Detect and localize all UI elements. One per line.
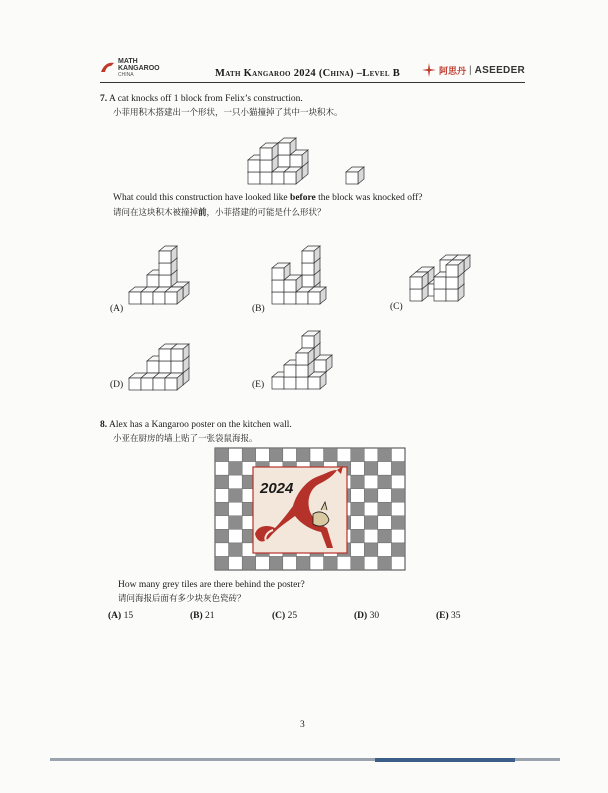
logo-text-china: CHINA xyxy=(118,72,134,78)
grey-tile xyxy=(364,543,378,557)
grey-tile xyxy=(391,543,405,557)
q8-question-en: How many grey tiles are there behind the poster? xyxy=(118,580,305,590)
grey-tile xyxy=(364,462,378,476)
cube-block xyxy=(284,167,302,184)
grey-tile xyxy=(351,448,365,462)
q8-answer-a[interactable] xyxy=(108,611,133,621)
q7-option-a-label[interactable]: (A) xyxy=(110,304,124,314)
aseeder-star-icon xyxy=(422,63,436,77)
knocked-off-block xyxy=(346,167,364,184)
q8-text-en xyxy=(100,419,292,431)
q8-answer-c-label: (C) xyxy=(272,611,286,621)
q7-option-c-figure[interactable] xyxy=(406,245,486,305)
aseeder-logo xyxy=(422,62,525,78)
q8-answer-c-value: 25 xyxy=(287,611,298,621)
q8-answer-e-value: 35 xyxy=(451,611,461,621)
grey-tile xyxy=(269,448,283,462)
q8-answer-b[interactable] xyxy=(190,611,215,621)
cube-block xyxy=(308,287,326,304)
grey-tile xyxy=(378,448,392,462)
cube-block xyxy=(165,287,183,304)
q8-answer-d[interactable] xyxy=(354,611,379,621)
cube-block xyxy=(159,246,177,263)
grey-tile xyxy=(391,462,405,476)
q7-option-c-label[interactable]: (C) xyxy=(390,302,403,312)
grey-tile xyxy=(378,502,392,516)
grey-tile xyxy=(242,448,256,462)
grey-tile xyxy=(229,462,243,476)
q8-answer-b-label: (B) xyxy=(190,611,203,621)
q8-statement-cn: 小亚在厨房的墙上贴了一张袋鼠海报。 xyxy=(113,434,258,444)
grey-tile xyxy=(269,556,283,570)
kangaroo-poster xyxy=(253,466,347,553)
q8-answer-options xyxy=(108,611,528,625)
cube-block xyxy=(410,272,428,289)
q7-number: 7. xyxy=(100,94,108,104)
q7-text-en xyxy=(100,93,303,105)
grey-tile xyxy=(351,529,365,543)
grey-tile xyxy=(215,475,229,489)
q8-answer-e[interactable] xyxy=(436,611,461,621)
q7-option-e-figure[interactable] xyxy=(268,317,348,392)
q8-statement-en: Alex has a Kangaroo poster on the kitchen wall. xyxy=(108,420,292,430)
q7-question-cn xyxy=(113,207,326,219)
grey-tile xyxy=(215,502,229,516)
cube-block xyxy=(302,331,320,348)
grey-tile xyxy=(351,556,365,570)
aseeder-logo-separator: | xyxy=(469,64,472,76)
grey-tile xyxy=(364,489,378,503)
q8-poster-on-tiles-figure xyxy=(215,448,405,570)
q7-option-e-label[interactable]: (E) xyxy=(252,380,265,390)
q8-answer-c[interactable] xyxy=(272,611,297,621)
page-number: 3 xyxy=(300,720,305,730)
grey-tile xyxy=(229,489,243,503)
kangaroo-logo-icon xyxy=(100,60,116,74)
q8-answer-a-value: 15 xyxy=(123,611,134,621)
aseeder-logo-en: ASEEDER xyxy=(474,64,526,76)
q8-answer-e-label: (E) xyxy=(436,611,449,621)
q7-question-cn-part2: ，小菲搭建的可能是什么形状？ xyxy=(206,208,326,218)
q7-question-en-part2: the block was knocked off? xyxy=(315,193,423,203)
cube-block xyxy=(165,373,183,390)
q7-option-a-figure[interactable] xyxy=(125,230,205,310)
grey-tile xyxy=(378,556,392,570)
grey-tile xyxy=(229,543,243,557)
cube-block xyxy=(278,138,296,155)
grey-tile xyxy=(364,516,378,530)
q7-felix-construction-figure xyxy=(240,118,370,190)
grey-tile xyxy=(296,556,310,570)
q8-answer-d-value: 30 xyxy=(369,611,380,621)
poster-year-text: 2024 xyxy=(260,480,294,497)
q7-option-b-label[interactable]: (B) xyxy=(252,304,265,314)
q8-number: 8. xyxy=(100,420,108,430)
q7-option-d-label[interactable]: (D) xyxy=(110,380,124,390)
grey-tile xyxy=(215,529,229,543)
grey-tile xyxy=(351,502,365,516)
grey-tile xyxy=(378,475,392,489)
math-kangaroo-logo xyxy=(100,56,170,82)
grey-tile xyxy=(229,516,243,530)
grey-tile xyxy=(391,516,405,530)
grey-tile xyxy=(242,556,256,570)
grey-tile xyxy=(324,556,338,570)
q8-answer-a-label: (A) xyxy=(108,611,122,621)
grey-tile xyxy=(296,448,310,462)
grey-tile xyxy=(351,475,365,489)
q8-question-cn: 请问海报后面有多少块灰色瓷砖？ xyxy=(118,594,246,604)
header-rule xyxy=(100,82,525,83)
bottom-edge-strip-blue xyxy=(375,758,515,762)
q7-statement-en: A cat knocks off 1 block from Felix’s construction. xyxy=(108,94,303,104)
cube-block xyxy=(171,344,189,361)
page-header-title: Math Kangaroo 2024 (China) –Level B xyxy=(215,68,401,79)
q7-question-en xyxy=(113,192,422,204)
grey-tile xyxy=(215,448,229,462)
cube-block xyxy=(260,143,278,160)
grey-tile xyxy=(324,448,338,462)
q8-answer-b-value: 21 xyxy=(205,611,215,621)
q7-question-cn-bold: 前 xyxy=(198,208,207,218)
q7-option-d-figure[interactable] xyxy=(125,322,205,392)
grey-tile xyxy=(391,489,405,503)
logo-text-math: MATH xyxy=(118,58,138,65)
q7-question-en-bold: before xyxy=(290,193,316,203)
logo-text-kangaroo: KANGAROO xyxy=(118,65,160,72)
q8-answer-d-label: (D) xyxy=(354,611,368,621)
grey-tile xyxy=(378,529,392,543)
q7-question-cn-part1: 请问在这块积木被撞掉 xyxy=(113,208,199,218)
q7-statement-cn: 小菲用积木搭建出一个形状，一只小猫撞掉了其中一块积木。 xyxy=(113,108,343,118)
cube-block xyxy=(272,263,290,280)
q7-option-b-figure[interactable] xyxy=(268,230,348,310)
cube-block xyxy=(296,348,314,365)
grey-tile xyxy=(215,556,229,570)
q7-question-en-part1: What could this construction have looked like xyxy=(113,193,291,203)
cube-block xyxy=(302,246,320,263)
aseeder-logo-cn: 阿思丹 xyxy=(439,66,467,77)
cube-block xyxy=(446,260,464,277)
